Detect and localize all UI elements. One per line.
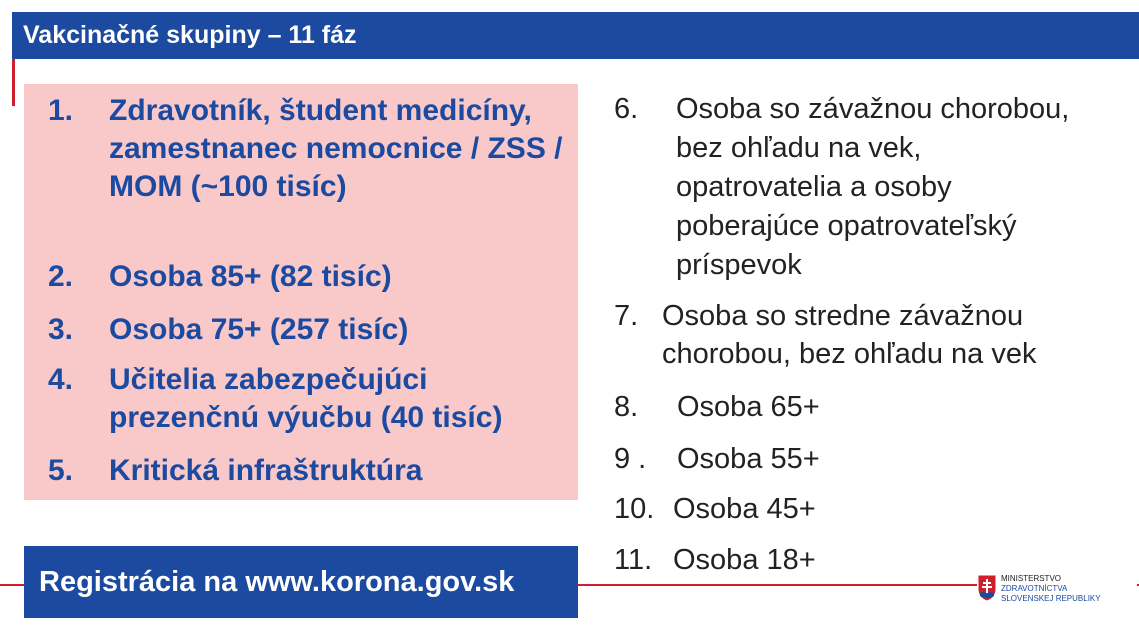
priority-item-text: Osoba 75+ (257 tisíc): [109, 313, 409, 346]
priority-item-text: Zdravotník, študent medicíny, zamestnanec nemocnice / ZSS / MOM (~100 tisíc): [109, 94, 563, 203]
accent-bar: [12, 59, 15, 106]
logo-line: MINISTERSTVO: [1001, 574, 1062, 583]
ministry-logo: [977, 574, 1137, 610]
group-item-number: 9 .: [614, 443, 647, 475]
priority-groups-box: [24, 84, 578, 500]
priority-item-number: 4.: [48, 363, 74, 396]
group-item-line: chorobou, bez ohľadu na vek: [662, 338, 1037, 370]
header-bar: [12, 12, 1139, 59]
group-item-number: 11.: [614, 544, 653, 576]
group-item-number: 7.: [614, 300, 639, 332]
slovak-coat-of-arms-icon: [977, 574, 997, 602]
group-item-line: Osoba so závažnou chorobou,: [676, 93, 1070, 125]
registration-text: Registrácia na www.korona.gov.sk: [39, 566, 515, 598]
group-item-line: poberajúce opatrovateľský: [676, 210, 1017, 242]
priority-item-number: 3.: [48, 313, 74, 346]
group-item-line: Osoba 45+: [673, 493, 816, 525]
group-item-line: Osoba 55+: [677, 443, 820, 475]
logo-line: SLOVENSKEJ REPUBLIKY: [1001, 594, 1101, 603]
group-item-line: Osoba so stredne závažnou: [662, 300, 1024, 332]
group-item-number: 8.: [614, 391, 639, 423]
priority-item-number: 2.: [48, 260, 74, 293]
group-item-number: 10.: [614, 493, 655, 525]
logo-text: [1001, 574, 1101, 604]
group-item-line: opatrovatelia a osoby: [676, 171, 952, 203]
group-item-line: Osoba 65+: [677, 391, 820, 423]
priority-item-text: Kritická infraštruktúra: [109, 454, 423, 487]
group-item-line: Osoba 18+: [673, 544, 816, 576]
group-item-line: príspevok: [676, 249, 802, 281]
priority-item-number: 5.: [48, 454, 74, 487]
priority-item-text: Učitelia zabezpečujúci prezenčnú výučbu (40 tisíc): [109, 363, 503, 434]
priority-item-number: 1.: [48, 94, 74, 127]
registration-banner: [24, 546, 578, 618]
group-item-number: 6.: [614, 93, 639, 125]
page-title: Vakcinačné skupiny – 11 fáz: [23, 21, 357, 49]
group-item-line: bez ohľadu na vek,: [676, 132, 922, 164]
logo-line: ZDRAVOTNÍCTVA: [1001, 584, 1068, 593]
priority-item-text: Osoba 85+ (82 tisíc): [109, 260, 392, 293]
